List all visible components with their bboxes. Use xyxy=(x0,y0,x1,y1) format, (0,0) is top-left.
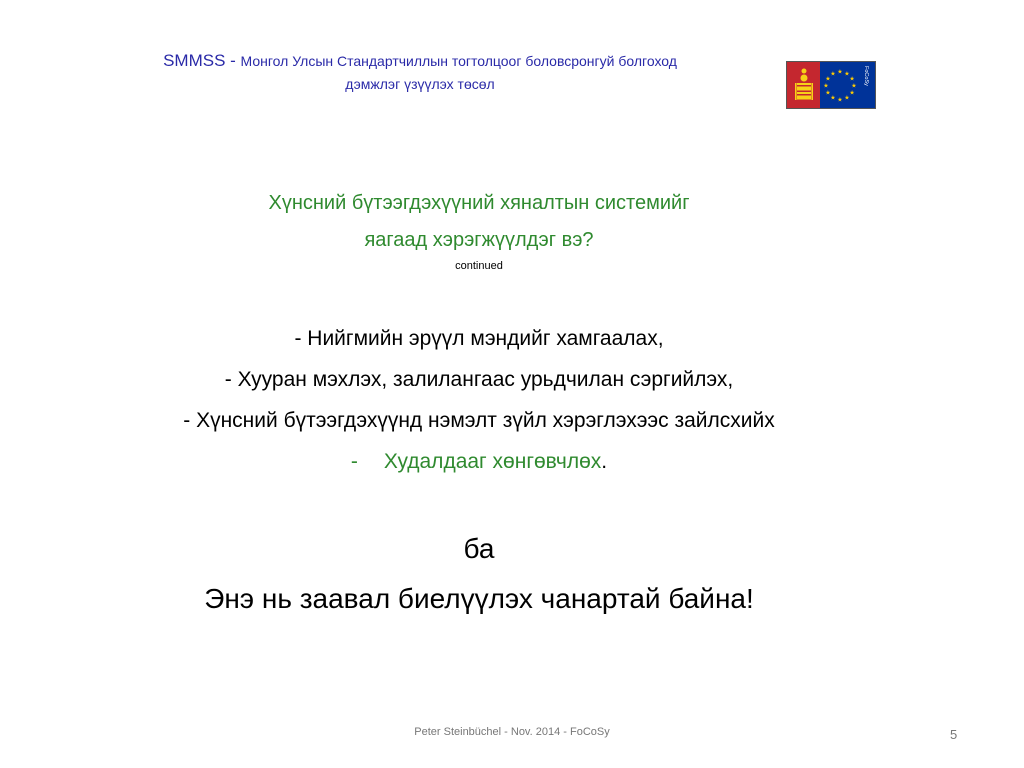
bullet-dash: - xyxy=(350,450,358,473)
bullet-item: - Хүнсний бүтээгдэхүүнд нэмэлт зүйл хэрэглэхээс зайлсхийх xyxy=(183,409,775,432)
slide-title-line-2: яагаад хэрэгжүүлдэг вэ? xyxy=(364,229,594,251)
eu-star-icon: ★ xyxy=(849,75,855,83)
header-project-name: Монгол Улсын Стандартчиллын тогтолцоог боловсронгуй болгоход xyxy=(240,53,677,69)
slide-footer: Peter Steinbüchel - Nov. 2014 - FoCoSy xyxy=(414,726,610,738)
page-number: 5 xyxy=(950,727,958,742)
header-project-code: SMMSS - xyxy=(163,51,241,70)
slide-title-line-1: Хүнсний бүтээгдэхүүний хяналтын системийг xyxy=(268,192,690,214)
eu-star-icon: ★ xyxy=(837,96,843,104)
eu-star-icon: ★ xyxy=(823,82,829,90)
eu-flag-icon xyxy=(820,62,875,108)
soyombo-icon xyxy=(794,67,814,103)
eu-star-icon: ★ xyxy=(844,94,850,102)
bullet-green-text: Худалдааг хөнгөвчлөх xyxy=(383,450,602,473)
eu-star-icon: ★ xyxy=(851,82,857,90)
slide-header xyxy=(130,50,710,95)
bullet-item: - Хууран мэхлэх, залилангаас урьдчилан сэргийлэх, xyxy=(224,368,734,391)
eu-star-icon: ★ xyxy=(830,94,836,102)
header-line-2: дэмжлэг үзүүлэх төсөл xyxy=(345,76,495,92)
continued-note: continued xyxy=(455,260,503,272)
bullet-green-suffix: . xyxy=(601,450,608,473)
eu-star-icon: ★ xyxy=(825,75,831,83)
bullet-item: - Нийгмийн эрүүл мэндийг хамгаалах, xyxy=(294,327,664,350)
logo-text: FoCoSy xyxy=(863,66,869,86)
header-line-1 xyxy=(130,50,710,73)
project-logo xyxy=(786,61,876,109)
eu-star-icon: ★ xyxy=(825,89,831,97)
conclusion-word: ба xyxy=(463,533,495,564)
eu-star-icon: ★ xyxy=(830,70,836,78)
conclusion-sentence: Энэ нь заавал биелүүлэх чанартай байна! xyxy=(204,583,754,614)
mongolia-flag-icon xyxy=(787,62,820,108)
eu-star-icon: ★ xyxy=(849,89,855,97)
eu-star-icon: ★ xyxy=(837,68,843,76)
eu-stars-icon xyxy=(820,62,875,108)
eu-star-icon: ★ xyxy=(844,70,850,78)
bullet-item-green xyxy=(0,450,958,474)
